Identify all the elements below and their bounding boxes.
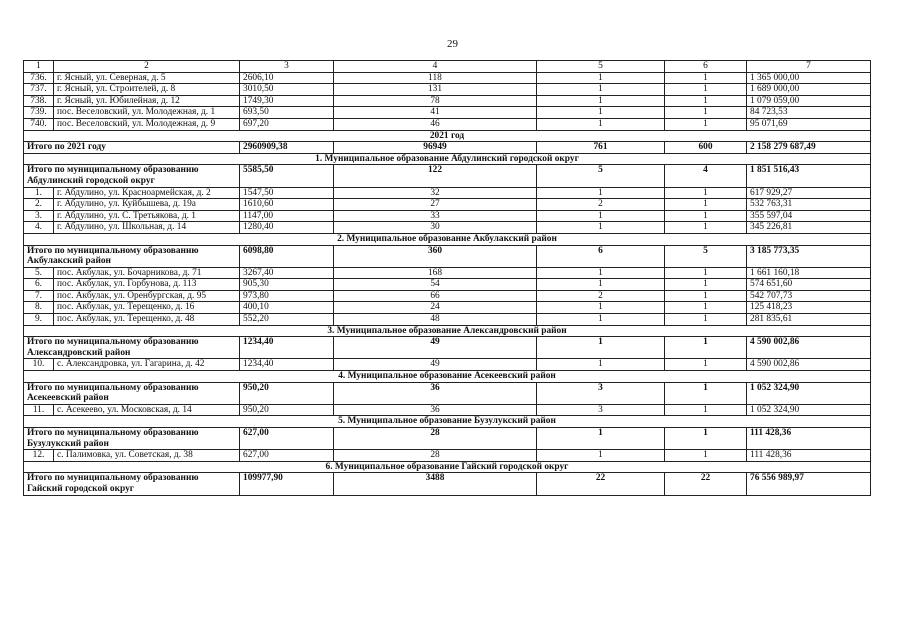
table-row bbox=[24, 95, 871, 107]
count-cell: 22 bbox=[537, 473, 665, 495]
residents-cell: 122 bbox=[334, 165, 537, 187]
amount-cell: 1 079 059,00 bbox=[747, 95, 871, 107]
row-number: 12. bbox=[24, 450, 54, 462]
count-cell: 1 bbox=[537, 72, 665, 84]
total-row bbox=[24, 245, 871, 267]
table-row bbox=[24, 267, 871, 279]
total-label: Итого по муниципальному образованию Асекеевский район bbox=[24, 382, 240, 404]
residents-cell: 49 bbox=[334, 337, 537, 359]
count-cell: 5 bbox=[537, 165, 665, 187]
row-number: 11. bbox=[24, 404, 54, 416]
row-number: 739. bbox=[24, 107, 54, 119]
amount-cell: 95 071,69 bbox=[747, 118, 871, 130]
amount-cell: 355 597,04 bbox=[747, 210, 871, 222]
page-number: 29 bbox=[447, 38, 458, 50]
table-row bbox=[24, 118, 871, 130]
area-cell: 1610,60 bbox=[240, 199, 334, 211]
row-number: 736. bbox=[24, 72, 54, 84]
table-body bbox=[24, 61, 871, 496]
section-header-row bbox=[24, 325, 871, 337]
residents-cell: 3488 bbox=[334, 473, 537, 495]
total-label: Итого по муниципальному образованию Акбулакский район bbox=[24, 245, 240, 267]
area-cell: 1749,30 bbox=[240, 95, 334, 107]
address-cell: пос. Веселовский, ул. Молодежная, д. 1 bbox=[54, 107, 240, 119]
count-cell: 1 bbox=[665, 314, 747, 326]
table-row bbox=[24, 210, 871, 222]
count-cell: 1 bbox=[665, 428, 747, 450]
area-cell: 1234,40 bbox=[240, 359, 334, 371]
count-cell: 761 bbox=[537, 142, 665, 154]
address-cell: г. Ясный, ул. Северная, д. 5 bbox=[54, 72, 240, 84]
residents-cell: 33 bbox=[334, 210, 537, 222]
area-cell: 552,20 bbox=[240, 314, 334, 326]
count-cell: 1 bbox=[537, 279, 665, 291]
area-cell: 693,50 bbox=[240, 107, 334, 119]
count-cell: 1 bbox=[537, 187, 665, 199]
address-cell: пос. Акбулак, ул. Оренбургская, д. 95 bbox=[54, 290, 240, 302]
total-label: Итого по 2021 году bbox=[24, 142, 240, 154]
row-number: 740. bbox=[24, 118, 54, 130]
table-row bbox=[24, 222, 871, 234]
count-cell: 1 bbox=[537, 210, 665, 222]
count-cell: 1 bbox=[537, 107, 665, 119]
data-table bbox=[23, 60, 871, 496]
address-cell: г. Абдулино, ул. Красноармейская, д. 2 bbox=[54, 187, 240, 199]
address-cell: пос. Акбулак, ул. Горбунова, д. 113 bbox=[54, 279, 240, 291]
count-cell: 1 bbox=[665, 359, 747, 371]
area-cell: 950,20 bbox=[240, 404, 334, 416]
residents-cell: 32 bbox=[334, 187, 537, 199]
row-number: 9. bbox=[24, 314, 54, 326]
table-row bbox=[24, 84, 871, 96]
total-row bbox=[24, 382, 871, 404]
area-cell: 6098,80 bbox=[240, 245, 334, 267]
residents-cell: 168 bbox=[334, 267, 537, 279]
area-cell: 109977,90 bbox=[240, 473, 334, 495]
amount-cell: 1 052 324,90 bbox=[747, 404, 871, 416]
address-cell: с. Асекеево, ул. Московская, д. 14 bbox=[54, 404, 240, 416]
amount-cell: 4 590 002,86 bbox=[747, 337, 871, 359]
count-cell: 2 bbox=[537, 199, 665, 211]
total-label: Итого по муниципальному образованию Бузулукский район bbox=[24, 428, 240, 450]
table-row bbox=[24, 302, 871, 314]
amount-cell: 1 689 000,00 bbox=[747, 84, 871, 96]
count-cell: 22 bbox=[665, 473, 747, 495]
count-cell: 1 bbox=[665, 290, 747, 302]
table-row bbox=[24, 290, 871, 302]
residents-cell: 131 bbox=[334, 84, 537, 96]
table-row bbox=[24, 199, 871, 211]
count-cell: 1 bbox=[665, 187, 747, 199]
row-number: 738. bbox=[24, 95, 54, 107]
count-cell: 1 bbox=[665, 118, 747, 130]
area-cell: 2960909,38 bbox=[240, 142, 334, 154]
row-number: 8. bbox=[24, 302, 54, 314]
amount-cell: 3 185 773,35 bbox=[747, 245, 871, 267]
header-cell: 6 bbox=[665, 61, 747, 73]
count-cell: 1 bbox=[665, 84, 747, 96]
count-cell: 1 bbox=[665, 210, 747, 222]
row-number: 1. bbox=[24, 187, 54, 199]
section-title: 1. Муниципальное образование Абдулинский городской округ bbox=[24, 153, 871, 165]
table-row bbox=[24, 187, 871, 199]
residents-cell: 118 bbox=[334, 72, 537, 84]
area-cell: 627,00 bbox=[240, 428, 334, 450]
amount-cell: 574 651,60 bbox=[747, 279, 871, 291]
header-cell: 2 bbox=[54, 61, 240, 73]
residents-cell: 360 bbox=[334, 245, 537, 267]
address-cell: пос. Акбулак, ул. Терещенко, д. 16 bbox=[54, 302, 240, 314]
section-title: 5. Муниципальное образование Бузулукский район bbox=[24, 416, 871, 428]
count-cell: 1 bbox=[537, 118, 665, 130]
count-cell: 600 bbox=[665, 142, 747, 154]
total-row bbox=[24, 142, 871, 154]
count-cell: 1 bbox=[665, 450, 747, 462]
table-row bbox=[24, 404, 871, 416]
total-label: Итого по муниципальному образованию Александровский район bbox=[24, 337, 240, 359]
residents-cell: 28 bbox=[334, 450, 537, 462]
residents-cell: 24 bbox=[334, 302, 537, 314]
header-row bbox=[24, 61, 871, 73]
area-cell: 627,00 bbox=[240, 450, 334, 462]
amount-cell: 125 418,23 bbox=[747, 302, 871, 314]
section-title: 2. Муниципальное образование Акбулакский район bbox=[24, 233, 871, 245]
count-cell: 1 bbox=[665, 199, 747, 211]
row-number: 4. bbox=[24, 222, 54, 234]
table-row bbox=[24, 450, 871, 462]
area-cell: 950,20 bbox=[240, 382, 334, 404]
area-cell: 3010,50 bbox=[240, 84, 334, 96]
count-cell: 1 bbox=[665, 279, 747, 291]
area-cell: 697,20 bbox=[240, 118, 334, 130]
address-cell: г. Ясный, ул. Строителей, д. 8 bbox=[54, 84, 240, 96]
amount-cell: 532 763,31 bbox=[747, 199, 871, 211]
count-cell: 1 bbox=[665, 95, 747, 107]
amount-cell: 345 226,81 bbox=[747, 222, 871, 234]
amount-cell: 1 851 516,43 bbox=[747, 165, 871, 187]
area-cell: 1147,00 bbox=[240, 210, 334, 222]
count-cell: 1 bbox=[537, 302, 665, 314]
amount-cell: 1 365 000,00 bbox=[747, 72, 871, 84]
residents-cell: 28 bbox=[334, 428, 537, 450]
amount-cell: 2 158 279 687,49 bbox=[747, 142, 871, 154]
count-cell: 5 bbox=[665, 245, 747, 267]
count-cell: 1 bbox=[665, 267, 747, 279]
address-cell: г. Ясный, ул. Юбилейная, д. 12 bbox=[54, 95, 240, 107]
table-row bbox=[24, 314, 871, 326]
area-cell: 3267,40 bbox=[240, 267, 334, 279]
total-label: Итого по муниципальному образованию Абдулинский городской округ bbox=[24, 165, 240, 187]
count-cell: 1 bbox=[665, 404, 747, 416]
count-cell: 1 bbox=[665, 107, 747, 119]
address-cell: г. Абдулино, ул. Школьная, д. 14 bbox=[54, 222, 240, 234]
amount-cell: 1 661 160,18 bbox=[747, 267, 871, 279]
amount-cell: 4 590 002,86 bbox=[747, 359, 871, 371]
amount-cell: 84 723,53 bbox=[747, 107, 871, 119]
count-cell: 1 bbox=[537, 450, 665, 462]
total-row bbox=[24, 165, 871, 187]
residents-cell: 27 bbox=[334, 199, 537, 211]
amount-cell: 1 052 324,90 bbox=[747, 382, 871, 404]
area-cell: 905,30 bbox=[240, 279, 334, 291]
section-title: 2021 год bbox=[24, 130, 871, 142]
row-number: 6. bbox=[24, 279, 54, 291]
count-cell: 1 bbox=[537, 428, 665, 450]
address-cell: пос. Акбулак, ул. Бочарникова, д. 71 bbox=[54, 267, 240, 279]
address-cell: с. Александровка, ул. Гагарина, д. 42 bbox=[54, 359, 240, 371]
section-header-row bbox=[24, 233, 871, 245]
header-cell: 3 bbox=[240, 61, 334, 73]
count-cell: 3 bbox=[537, 404, 665, 416]
total-label: Итого по муниципальному образованию Гайский городской округ bbox=[24, 473, 240, 495]
residents-cell: 96949 bbox=[334, 142, 537, 154]
table-row bbox=[24, 107, 871, 119]
area-cell: 1547,50 bbox=[240, 187, 334, 199]
count-cell: 1 bbox=[665, 222, 747, 234]
address-cell: пос. Акбулак, ул. Терещенко, д. 48 bbox=[54, 314, 240, 326]
header-cell: 4 bbox=[334, 61, 537, 73]
amount-cell: 617 929,27 bbox=[747, 187, 871, 199]
address-cell: г. Абдулино, ул. Куйбышева, д. 19а bbox=[54, 199, 240, 211]
table-row bbox=[24, 359, 871, 371]
count-cell: 1 bbox=[665, 302, 747, 314]
table-row bbox=[24, 72, 871, 84]
header-cell: 1 bbox=[24, 61, 54, 73]
section-title: 3. Муниципальное образование Александровский район bbox=[24, 325, 871, 337]
count-cell: 6 bbox=[537, 245, 665, 267]
address-cell: пос. Веселовский, ул. Молодежная, д. 9 bbox=[54, 118, 240, 130]
address-cell: с. Палимовка, ул. Советская, д. 38 bbox=[54, 450, 240, 462]
count-cell: 4 bbox=[665, 165, 747, 187]
count-cell: 2 bbox=[537, 290, 665, 302]
area-cell: 1234,40 bbox=[240, 337, 334, 359]
residents-cell: 49 bbox=[334, 359, 537, 371]
area-cell: 5585,50 bbox=[240, 165, 334, 187]
residents-cell: 48 bbox=[334, 314, 537, 326]
count-cell: 1 bbox=[537, 267, 665, 279]
count-cell: 1 bbox=[665, 382, 747, 404]
row-number: 737. bbox=[24, 84, 54, 96]
count-cell: 1 bbox=[537, 222, 665, 234]
section-header-row bbox=[24, 371, 871, 383]
count-cell: 3 bbox=[537, 382, 665, 404]
residents-cell: 66 bbox=[334, 290, 537, 302]
residents-cell: 54 bbox=[334, 279, 537, 291]
row-number: 2. bbox=[24, 199, 54, 211]
section-title: 4. Муниципальное образование Асекеевский район bbox=[24, 371, 871, 383]
section-header-row bbox=[24, 416, 871, 428]
area-cell: 1280,40 bbox=[240, 222, 334, 234]
count-cell: 1 bbox=[537, 314, 665, 326]
residents-cell: 36 bbox=[334, 404, 537, 416]
count-cell: 1 bbox=[537, 359, 665, 371]
section-header-row bbox=[24, 130, 871, 142]
header-cell: 7 bbox=[747, 61, 871, 73]
count-cell: 1 bbox=[665, 72, 747, 84]
total-row bbox=[24, 337, 871, 359]
residents-cell: 78 bbox=[334, 95, 537, 107]
header-cell: 5 bbox=[537, 61, 665, 73]
total-row bbox=[24, 428, 871, 450]
amount-cell: 542 707,73 bbox=[747, 290, 871, 302]
address-cell: г. Абдулино, ул. С. Третьякова, д. 1 bbox=[54, 210, 240, 222]
area-cell: 400,10 bbox=[240, 302, 334, 314]
residents-cell: 46 bbox=[334, 118, 537, 130]
amount-cell: 111 428,36 bbox=[747, 450, 871, 462]
amount-cell: 111 428,36 bbox=[747, 428, 871, 450]
residents-cell: 41 bbox=[334, 107, 537, 119]
row-number: 3. bbox=[24, 210, 54, 222]
row-number: 10. bbox=[24, 359, 54, 371]
area-cell: 2606,10 bbox=[240, 72, 334, 84]
table-row bbox=[24, 279, 871, 291]
total-row bbox=[24, 473, 871, 495]
section-header-row bbox=[24, 461, 871, 473]
count-cell: 1 bbox=[537, 95, 665, 107]
count-cell: 1 bbox=[537, 84, 665, 96]
row-number: 7. bbox=[24, 290, 54, 302]
amount-cell: 281 835,61 bbox=[747, 314, 871, 326]
row-number: 5. bbox=[24, 267, 54, 279]
residents-cell: 30 bbox=[334, 222, 537, 234]
amount-cell: 76 556 989,97 bbox=[747, 473, 871, 495]
residents-cell: 36 bbox=[334, 382, 537, 404]
section-header-row bbox=[24, 153, 871, 165]
area-cell: 973,80 bbox=[240, 290, 334, 302]
section-title: 6. Муниципальное образование Гайский городской округ bbox=[24, 461, 871, 473]
count-cell: 1 bbox=[537, 337, 665, 359]
count-cell: 1 bbox=[665, 337, 747, 359]
